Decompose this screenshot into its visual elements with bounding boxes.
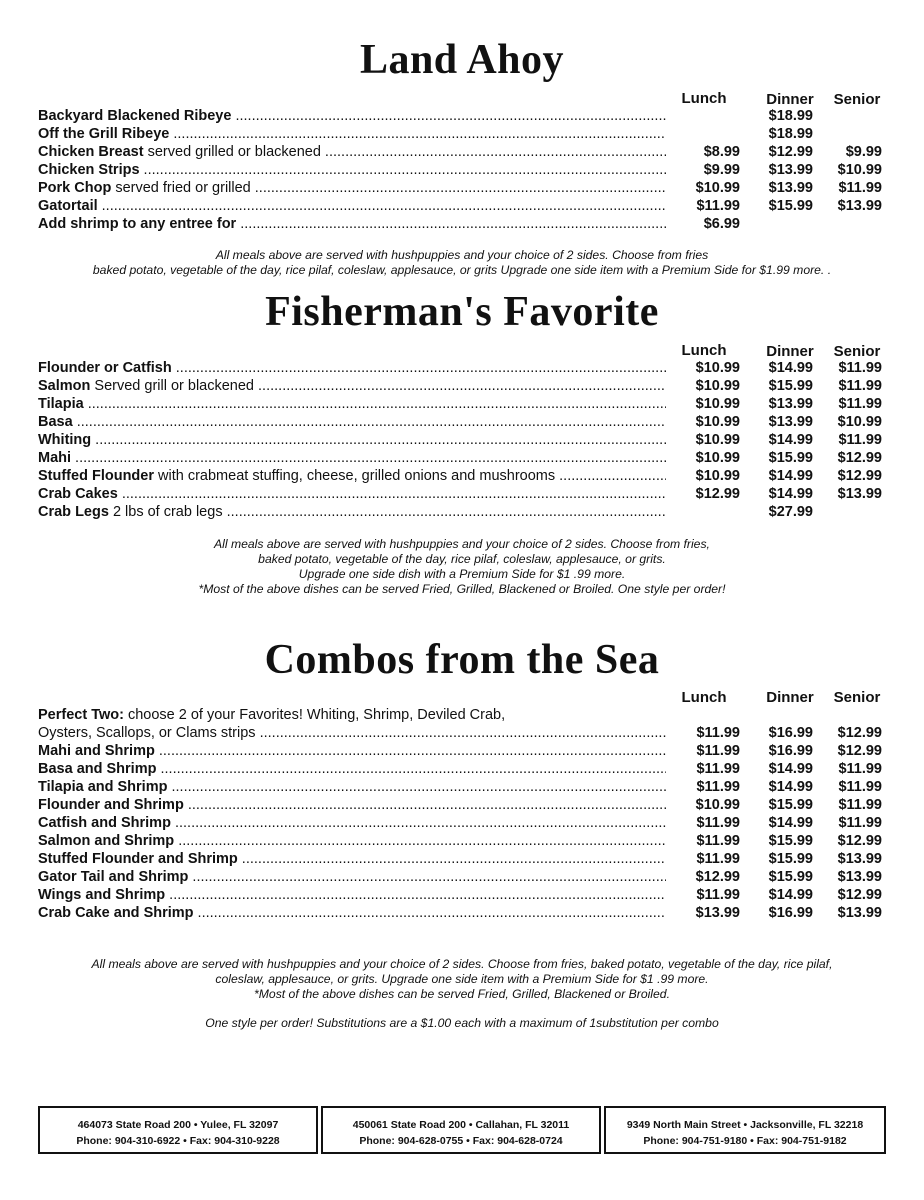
column-header-dinner: Dinner (766, 343, 814, 360)
menu-item-row (38, 377, 888, 395)
price-dinner: $13.99 (768, 396, 813, 412)
menu-item-description (188, 869, 666, 885)
price-lunch: $10.99 (695, 797, 740, 813)
menu-list-combos (38, 706, 888, 922)
menu-item-name-cell (38, 161, 666, 179)
menu-item-name-cell (38, 413, 666, 431)
note-line: coleslaw, applesauce, or grits. Upgrade one side item with a Premium Side for $1 .99 more. (215, 972, 709, 986)
location-box-callahan (321, 1106, 601, 1154)
column-header-dinner: Dinner (766, 689, 814, 706)
location-address: 450061 State Road 200 • Callahan, FL 32011 (352, 1119, 570, 1131)
price-senior: $12.99 (837, 725, 882, 741)
price-dinner: $13.99 (768, 414, 813, 430)
price-lunch: $11.99 (696, 833, 740, 849)
menu-item-name-cell (38, 503, 666, 521)
menu-item-name: Stuffed Flounder and Shrimp (38, 851, 238, 867)
menu-item-row (38, 449, 888, 467)
menu-item-name-cell (38, 125, 666, 143)
menu-item-row (38, 467, 888, 485)
note-line: All meals above are served with hushpuppies and your choice of 2 sides. Choose from fries, baked potato, vegetable of the day, rice pilaf, (91, 957, 833, 971)
menu-item-description (118, 486, 666, 502)
menu-item-description: Oysters, Scallops, or Clams strips ..... (38, 725, 666, 741)
location-address: 9349 North Main Street • Jacksonville, FL 32218 (626, 1119, 864, 1131)
price-senior: $9.99 (845, 144, 882, 160)
menu-item-name-cell (38, 868, 666, 886)
menu-item-row (38, 503, 888, 521)
menu-item-name-cell (38, 724, 666, 742)
menu-item-row (38, 179, 888, 197)
menu-item-description (98, 198, 666, 214)
menu-item-description (238, 851, 666, 867)
menu-item-name: Whiting (38, 432, 92, 448)
price-dinner: $27.99 (768, 504, 813, 520)
menu-item-name-cell (38, 485, 666, 503)
price-dinner: $14.99 (768, 815, 813, 831)
price-dinner: $15.99 (768, 450, 813, 466)
menu-item-description: Served grill or blackened ..... (90, 378, 666, 394)
location-phone: Phone: 904-310-6922 • Fax: 904-310-9228 (76, 1135, 280, 1147)
price-senior: $11.99 (838, 180, 882, 196)
price-senior: $12.99 (837, 833, 882, 849)
menu-item-name-cell (38, 796, 666, 814)
menu-item-name: Backyard Blackened Ribeye (38, 108, 232, 124)
location-phone: Phone: 904-751-9180 • Fax: 904-751-9182 (643, 1135, 847, 1147)
price-dinner: $13.99 (768, 180, 813, 196)
price-dinner: $15.99 (768, 833, 813, 849)
menu-item-name: Catfish and Shrimp (38, 815, 171, 831)
section-note-combos (0, 957, 924, 1031)
price-senior: $13.99 (837, 486, 882, 502)
menu-item-description (73, 414, 666, 430)
price-lunch: $10.99 (695, 360, 740, 376)
menu-item-description (169, 126, 666, 142)
price-dinner: $16.99 (768, 905, 813, 921)
menu-item-description: 2 lbs of crab legs ..... (109, 504, 666, 520)
price-senior: $12.99 (837, 450, 882, 466)
price-dinner: $16.99 (768, 743, 813, 759)
menu-item-row (38, 904, 888, 922)
menu-item-row (38, 850, 888, 868)
menu-item-name-cell (38, 197, 666, 215)
menu-item-name-cell (38, 467, 666, 485)
section-title-fishermans-favorite: Fisherman's Favorite (265, 289, 659, 335)
note-line: Upgrade one side dish with a Premium Side for $1 .99 more. (298, 567, 626, 581)
price-dinner: $13.99 (768, 162, 813, 178)
menu-item-name: Flounder or Catfish (38, 360, 172, 376)
price-lunch: $10.99 (695, 396, 740, 412)
menu-item-name-cell (38, 143, 666, 161)
menu-item-name: Gator Tail and Shrimp (38, 869, 189, 885)
price-dinner: $15.99 (768, 378, 813, 394)
menu-item-description (155, 743, 666, 759)
menu-item-name: Tilapia and Shrimp (38, 779, 168, 795)
price-dinner: $16.99 (768, 725, 813, 741)
menu-item-name: Mahi and Shrimp (38, 743, 155, 759)
menu-item-name-cell (38, 742, 666, 760)
menu-item-row (38, 143, 888, 161)
menu-item-name-cell (38, 359, 666, 377)
price-dinner: $14.99 (768, 887, 813, 903)
menu-item-row (38, 724, 888, 742)
price-lunch: $10.99 (695, 414, 740, 430)
menu-item-row (38, 778, 888, 796)
note-line: *Most of the above dishes can be served Fried, Grilled, Blackened or Broiled. (254, 987, 670, 1001)
menu-item-name: Pork Chop (38, 180, 112, 196)
price-dinner: $14.99 (768, 486, 813, 502)
price-dinner: $18.99 (768, 126, 813, 142)
price-lunch: $12.99 (695, 486, 740, 502)
price-dinner: $12.99 (768, 144, 813, 160)
menu-item-description (167, 779, 666, 795)
menu-item-name-cell (38, 395, 666, 413)
price-dinner: $14.99 (768, 360, 813, 376)
price-dinner: $14.99 (768, 761, 813, 777)
menu-item-row (38, 197, 888, 215)
note-line: baked potato, vegetable of the day, rice pilaf, coleslaw, applesauce, or grits Upgrade one side item with a Premium Side for $1.99 more. . (92, 263, 832, 277)
menu-item-description (165, 887, 666, 903)
menu-item-description (194, 905, 666, 921)
menu-item-name-cell (38, 832, 666, 850)
menu-item-name-cell (38, 886, 666, 904)
menu-item-row (38, 125, 888, 143)
price-dinner: $14.99 (768, 468, 813, 484)
price-lunch: $11.99 (696, 761, 740, 777)
location-address: 464073 State Road 200 • Yulee, FL 32097 (77, 1119, 279, 1131)
menu-item-row (38, 359, 888, 377)
column-header-senior: Senior (833, 343, 881, 360)
menu-item-description (140, 162, 666, 178)
menu-item-name-cell (38, 760, 666, 778)
column-header-dinner: Dinner (766, 91, 814, 108)
menu-item-name-cell (38, 107, 666, 125)
combo-intro-name: Perfect Two: (38, 707, 124, 723)
price-senior: $11.99 (838, 779, 882, 795)
price-senior: $13.99 (837, 851, 882, 867)
price-lunch: $11.99 (696, 198, 740, 214)
menu-item-description (236, 216, 666, 232)
price-lunch: $11.99 (696, 743, 740, 759)
price-dinner: $14.99 (768, 432, 813, 448)
price-lunch: $11.99 (696, 887, 740, 903)
note-line: All meals above are served with hushpuppies and your choice of 2 sides. Choose from fries, (214, 537, 710, 551)
menu-item-name-cell (38, 377, 666, 395)
column-header-lunch: Lunch (681, 342, 727, 359)
menu-item-name: Tilapia (38, 396, 84, 412)
price-senior: $11.99 (838, 432, 882, 448)
note-line: All meals above are served with hushpuppies and your choice of 2 sides. Choose from fries (215, 248, 709, 262)
location-phone: Phone: 904-628-0755 • Fax: 904-628-0724 (359, 1135, 563, 1147)
price-senior: $12.99 (837, 468, 882, 484)
column-header-lunch: Lunch (681, 689, 727, 706)
price-senior: $10.99 (837, 162, 882, 178)
menu-item-name: Crab Cake and Shrimp (38, 905, 194, 921)
note-line: One style per order! Substitutions are a $1.00 each with a maximum of 1substitution per combo (205, 1016, 719, 1030)
menu-item-name-cell (38, 850, 666, 868)
menu-item-row (38, 215, 888, 233)
combo-intro-desc: choose 2 of your Favorites! Whiting, Shrimp, Deviled Crab, (123, 707, 506, 723)
menu-item-name: Stuffed Flounder (38, 468, 154, 484)
price-senior: $11.99 (838, 815, 882, 831)
menu-item-name: Basa and Shrimp (38, 761, 157, 777)
menu-item-description (84, 396, 666, 412)
menu-item-name: Mahi (38, 450, 72, 466)
price-dinner: $15.99 (768, 851, 813, 867)
menu-item-description (172, 360, 666, 376)
menu-item-name: Gatortail (38, 198, 98, 214)
menu-item-name-cell (38, 179, 666, 197)
price-senior: $12.99 (837, 887, 882, 903)
price-lunch: $12.99 (695, 869, 740, 885)
price-lunch: $9.99 (703, 162, 740, 178)
price-lunch: $6.99 (703, 216, 740, 232)
section-note-land-ahoy (0, 248, 924, 278)
note-line: baked potato, vegetable of the day, rice pilaf, coleslaw, applesauce, or grits. (258, 552, 666, 566)
price-senior: $10.99 (837, 414, 882, 430)
price-dinner: $18.99 (768, 108, 813, 124)
menu-item-row (38, 742, 888, 760)
menu-item-row (38, 485, 888, 503)
price-senior: $11.99 (838, 761, 882, 777)
location-box-yulee (38, 1106, 318, 1154)
menu-item-name-cell (38, 778, 666, 796)
price-senior: $13.99 (837, 198, 882, 214)
menu-list-fishermans-favorite (38, 359, 888, 521)
price-lunch: $10.99 (695, 432, 740, 448)
menu-item-description (231, 108, 666, 124)
menu-item-name-cell (38, 814, 666, 832)
menu-item-description (156, 761, 666, 777)
price-dinner: $15.99 (768, 198, 813, 214)
menu-item-row (38, 395, 888, 413)
menu-item-row (38, 431, 888, 449)
menu-item-description (184, 797, 666, 813)
menu-item-name: Crab Legs (38, 504, 109, 520)
menu-item-row (38, 868, 888, 886)
menu-item-description (71, 450, 666, 466)
menu-item-description (174, 833, 666, 849)
price-lunch: $11.99 (696, 779, 740, 795)
price-lunch: $13.99 (695, 905, 740, 921)
price-lunch: $10.99 (695, 180, 740, 196)
column-header-senior: Senior (833, 91, 881, 108)
note-line: *Most of the above dishes can be served Fried, Grilled, Blackened or Broiled. One style per order! (198, 582, 726, 596)
price-senior: $11.99 (838, 797, 882, 813)
menu-item-description (91, 432, 666, 448)
menu-item-name: Flounder and Shrimp (38, 797, 184, 813)
menu-item-name: Wings and Shrimp (38, 887, 166, 903)
price-lunch: $8.99 (703, 144, 740, 160)
price-lunch: $11.99 (696, 725, 740, 741)
menu-item-row (38, 161, 888, 179)
section-title-combos-from-the-sea: Combos from the Sea (264, 637, 660, 683)
menu-item-name: Chicken Strips (38, 162, 140, 178)
menu-item-description: served grilled or blackened ..... (144, 144, 666, 160)
column-header-senior: Senior (833, 689, 881, 706)
combo-intro (38, 706, 888, 724)
menu-item-name-cell (38, 904, 666, 922)
menu-item-name: Add shrimp to any entree for (38, 216, 237, 232)
price-senior: $11.99 (838, 360, 882, 376)
menu-item-description (171, 815, 666, 831)
menu-item-name: Basa (38, 414, 73, 430)
menu-item-name-cell (38, 431, 666, 449)
menu-item-row (38, 760, 888, 778)
menu-item-row (38, 814, 888, 832)
menu-item-description: with crabmeat stuffing, cheese, grilled onions and mushrooms ..... (154, 468, 666, 484)
price-senior: $13.99 (837, 905, 882, 921)
menu-item-row (38, 413, 888, 431)
menu-item-row (38, 796, 888, 814)
menu-item-name-cell (38, 215, 666, 233)
price-lunch: $10.99 (695, 378, 740, 394)
section-note-fishermans-favorite (0, 537, 924, 597)
price-senior: $11.99 (838, 378, 882, 394)
price-lunch: $10.99 (695, 450, 740, 466)
menu-item-row (38, 886, 888, 904)
price-lunch: $11.99 (696, 815, 740, 831)
location-box-jacksonville (604, 1106, 886, 1154)
column-header-lunch: Lunch (681, 90, 727, 107)
menu-list-land-ahoy (38, 107, 888, 233)
combo-rows (38, 724, 888, 922)
price-lunch: $10.99 (695, 468, 740, 484)
menu-item-name: Chicken Breast (38, 144, 144, 160)
menu-item-description: served fried or grilled ..... (111, 180, 666, 196)
menu-item-row (38, 832, 888, 850)
price-senior: $13.99 (837, 869, 882, 885)
section-title-land-ahoy: Land Ahoy (359, 37, 565, 83)
price-dinner: $15.99 (768, 869, 813, 885)
price-lunch: $11.99 (696, 851, 740, 867)
menu-item-name: Off the Grill Ribeye (38, 126, 170, 142)
menu-item-name-cell (38, 449, 666, 467)
menu-item-row (38, 107, 888, 125)
menu-item-name: Crab Cakes (38, 486, 118, 502)
price-dinner: $14.99 (768, 779, 813, 795)
menu-item-name: Salmon (38, 378, 91, 394)
price-senior: $11.99 (838, 396, 882, 412)
price-senior: $12.99 (837, 743, 882, 759)
price-dinner: $15.99 (768, 797, 813, 813)
menu-item-name: Salmon and Shrimp (38, 833, 175, 849)
